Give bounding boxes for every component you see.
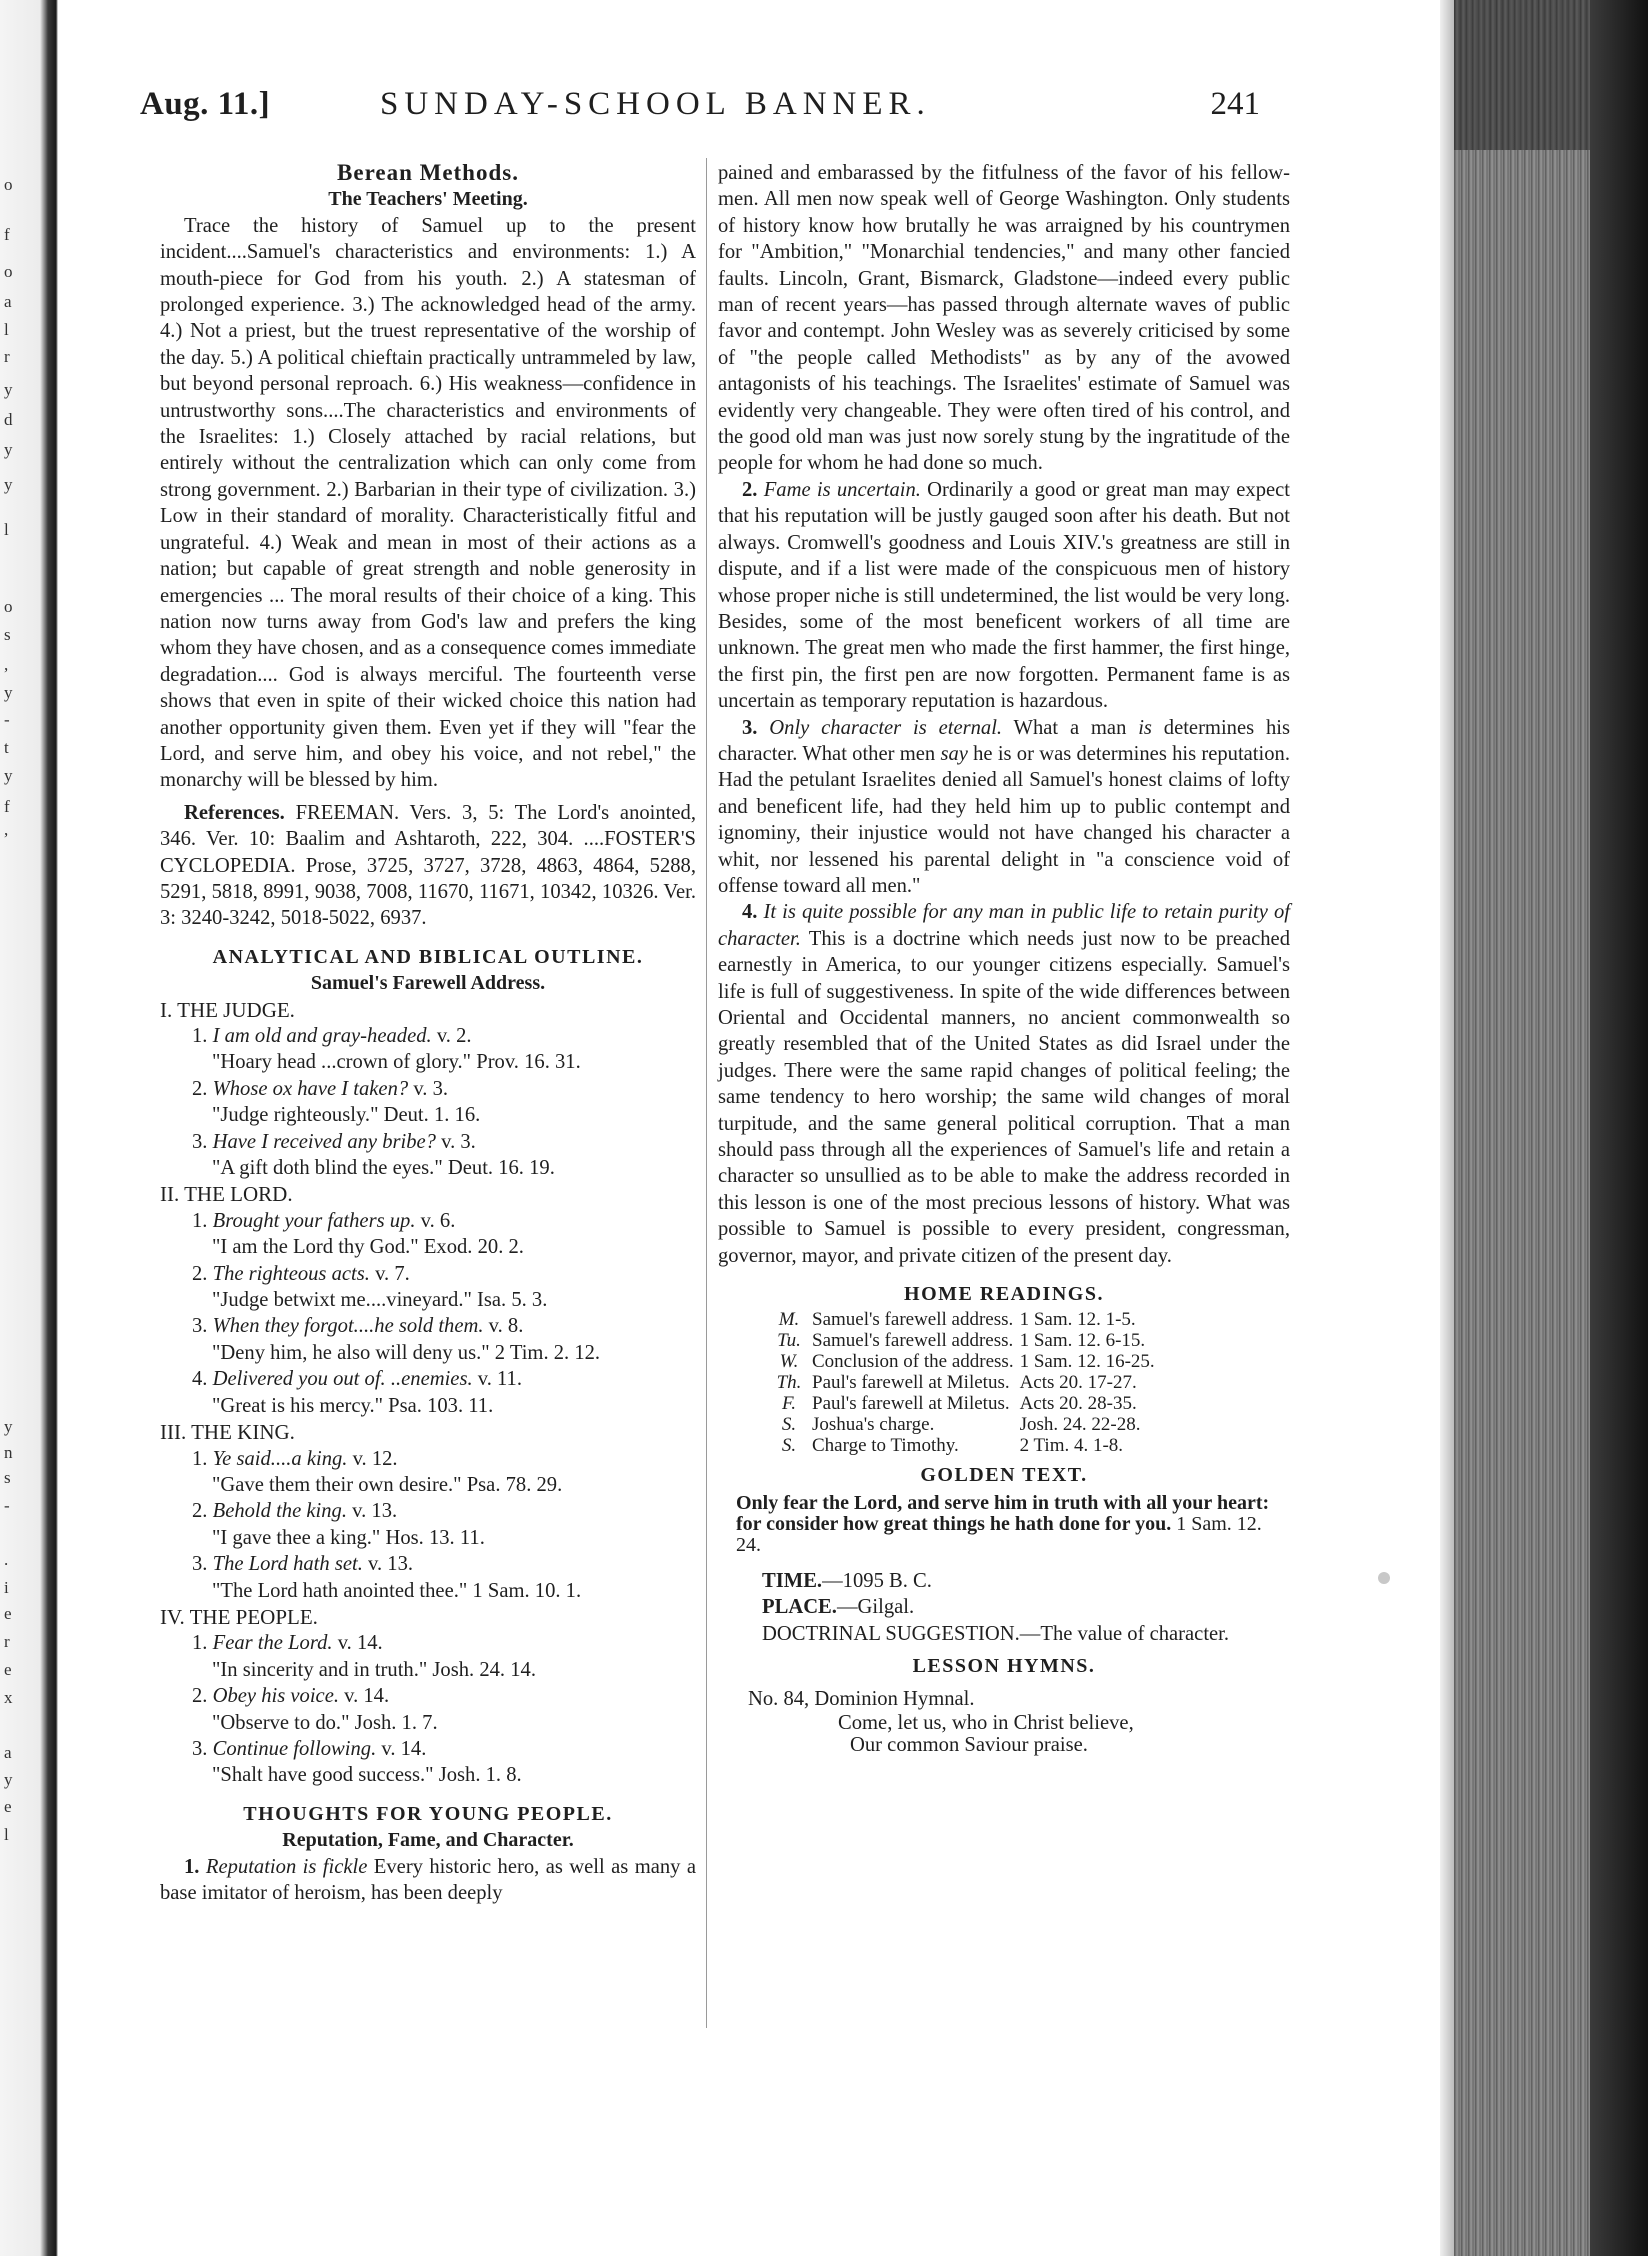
hymn-line: Come, let us, who in Christ believe,	[838, 1711, 1134, 1734]
gutter-letter: r	[4, 347, 10, 366]
gutter-letter: e	[4, 1660, 12, 1679]
continued-text: pained and embarassed by the fitfulness of the favor of his fellow-men. All men now speak well of George Washington. Only students of history know how brutally he was arraigned by his countrymen for "Ambition," "Monarchial tendencies," and many other fancied faults. Lincoln, Grant, Bismarck, Gladstone—indeed every public man of recent years—has passed through alternate waves of public favor and contempt. John Wesley was as severely criticised by some of "the people called Methodists" as by any of the avowed antagonists of his teachings. The Israelites' estimate of Samuel was evidently very changeable. They were often tired of his control, and the good old man was just now sorely stung by the ingratitude of the people for whom he had done so much.	[718, 162, 1290, 475]
outline-item	[160, 1023, 696, 1049]
outline-item-number: 1.	[192, 1025, 208, 1047]
outline-subtitle: Samuel's Farewell Address.	[310, 972, 546, 995]
reading-row	[772, 1414, 1161, 1435]
outline-item-verse: v. 11.	[472, 1368, 523, 1391]
gutter-letter: i	[4, 1578, 9, 1597]
left-column	[160, 160, 696, 1906]
outline-item-verse: v. 14.	[332, 1632, 383, 1655]
reading-day: F.	[782, 1393, 796, 1415]
time-label: TIME.	[762, 1569, 823, 1592]
gutter-letter: x	[4, 1688, 13, 1707]
outline-item-verse: v. 14.	[376, 1737, 427, 1760]
outline-quote: "I gave thee a king." Hos. 13. 11.	[212, 1526, 485, 1549]
point-three-paragraph	[718, 715, 1290, 900]
gutter-letter: e	[4, 1604, 12, 1623]
place-value: —Gilgal.	[836, 1596, 915, 1619]
gutter-letter: a	[4, 292, 12, 311]
outline-item-title: Have I received any bribe?	[212, 1130, 436, 1153]
outline-quote: "Great is his mercy." Psa. 103. 11.	[212, 1394, 494, 1417]
gutter-letter: d	[4, 410, 13, 429]
outline-heading: IV. THE PEOPLE.	[160, 1604, 318, 1629]
outline-item-title: Obey his voice.	[212, 1685, 339, 1708]
outline-item-number: 2.	[192, 1262, 208, 1285]
reading-row	[772, 1309, 1161, 1330]
outline-item-number: 3.	[192, 1315, 208, 1338]
doctrinal-value: —The value of character.	[1019, 1622, 1230, 1645]
reading-day: M.	[778, 1309, 800, 1331]
reading-title: Joshua's charge.	[812, 1414, 935, 1436]
outline-quote: "The Lord hath anointed thee." 1 Sam. 10. 1.	[212, 1579, 582, 1602]
outline-item-number: 2.	[192, 1685, 208, 1708]
reading-row	[772, 1393, 1161, 1414]
home-readings-title: HOME READINGS.	[904, 1283, 1104, 1306]
point-three-text-a: What a man	[1002, 716, 1139, 739]
gutter-letter: r	[4, 1632, 10, 1651]
golden-text-ref: 1 Sam. 12. 24.	[736, 1512, 1262, 1556]
outline-heading: III. THE KING.	[160, 1420, 295, 1445]
gutter-letter: a	[4, 1743, 12, 1762]
outline-item	[160, 1446, 696, 1472]
outline-quote: "Judge righteously." Deut. 1. 16.	[212, 1104, 481, 1127]
gutter-letter: y	[4, 1770, 13, 1789]
gutter-letter: y	[4, 440, 13, 459]
outline-item-verse: v. 14.	[338, 1685, 390, 1708]
doctrinal-label: DOCTRINAL SUGGESTION.	[762, 1622, 1020, 1645]
outline-item-title: Delivered you out of. ..enemies.	[212, 1368, 473, 1391]
reading-row	[772, 1372, 1161, 1393]
gutter-letter: -	[4, 710, 10, 729]
outline-item	[160, 1129, 696, 1155]
outline-item-verse: v. 3.	[408, 1077, 449, 1100]
outline-quote: "Gave them their own desire." Psa. 78. 29.	[212, 1473, 563, 1496]
reading-title: Charge to Timothy.	[812, 1435, 959, 1457]
outline-item	[160, 1736, 696, 1762]
reading-day: Tu.	[777, 1330, 801, 1352]
outline-item	[160, 1630, 696, 1656]
reading-ref: Acts 20. 28-35.	[1019, 1393, 1137, 1415]
reading-ref: 1 Sam. 12. 1-5.	[1019, 1309, 1136, 1331]
point-one-paragraph	[160, 1854, 696, 1907]
gutter-letter: s	[4, 625, 11, 644]
outline-item-verse: v. 3.	[435, 1130, 476, 1153]
book-edge-dark	[1590, 0, 1648, 2256]
place-line	[762, 1594, 1290, 1620]
gutter-letter: t	[4, 738, 9, 757]
outline-item-number: 3.	[192, 1737, 208, 1760]
gutter-letters	[4, 0, 24, 2256]
gutter-letter: l	[4, 1825, 9, 1844]
reading-day: W.	[779, 1351, 799, 1373]
point-three-number: 3.	[742, 716, 758, 739]
gutter-letter: .	[4, 1550, 9, 1569]
page-number: 241	[1210, 86, 1260, 122]
point-two-text: Ordinarily a good or great man may expect that his reputation will be justly gauged soon after his death. But not always. Cromwell's goodness and Louis XIV.'s greatness are still in dispute, and if a list were made of the conspicuous men of history whose proper niche is still undetermined, the list would be very long. Besides, some of the most beneficent workers of all time are unknown. The great men who made the first hammer, the first hinge, the first pin, the first pen are now forgotten. Permanent fame is as uncertain as temporary reputation is hazardous.	[718, 478, 1290, 713]
outline-item	[160, 1498, 696, 1524]
outline-quote: "Hoary head ...crown of glory." Prov. 16. 31.	[212, 1051, 581, 1074]
outline-item-verse: v. 13.	[347, 1500, 398, 1523]
outline-quote: "I am the Lord thy God." Exod. 20. 2.	[212, 1236, 524, 1259]
outline-quote: "Deny him, he also will deny us." 2 Tim. 2. 12.	[212, 1341, 601, 1364]
point-four-text: This is a doctrine which needs just now to be preached earnestly in America, to our younger citizens especially. Samuel's life is full of suggestiveness. In spite of the wide differences between Oriental and Occidental manners, no ancient commonwealth so greatly resembled that of the United States as did Israel under the judges. There were the same rapid changes of political feeling; the same tendency to hero worship; the same wild changes of moral turpitude, and the same general political corruption. That a man should pass through all the experiences of Samuel's life and retain a character so unsullied as to be able to make the address recorded in this lesson is one of the most precious lessons of history. What was possible to Samuel is possible to every president, congressman, governor, mayor, and private citizen of the present day.	[718, 927, 1290, 1267]
column-rule	[706, 158, 707, 2028]
point-one-number: 1.	[184, 1855, 200, 1878]
gutter-letter: o	[4, 597, 13, 616]
point-two-paragraph	[718, 477, 1290, 715]
gutter-letter: -	[4, 1496, 10, 1515]
reading-ref: 1 Sam. 12. 16-25.	[1019, 1351, 1155, 1373]
thoughts-title: THOUGHTS FOR YOUNG PEOPLE.	[243, 1802, 613, 1825]
outline-quote: "Shalt have good success." Josh. 1. 8.	[212, 1764, 522, 1787]
outline-heading: I. THE JUDGE.	[160, 997, 295, 1022]
outline-item-verse: v. 8.	[483, 1315, 524, 1338]
gutter-letter: ,	[4, 820, 9, 839]
reading-ref: Acts 20. 17-27.	[1019, 1372, 1137, 1394]
gutter-letter: o	[4, 175, 13, 194]
golden-text-body: Only fear the Lord, and serve him in truth with all your heart: for consider how great things he hath done for you.	[736, 1491, 1270, 1535]
reading-day: S.	[781, 1414, 797, 1436]
outline-item-verse: v. 7.	[369, 1262, 410, 1285]
outline-item	[160, 1076, 696, 1102]
outline-item-title: Brought your fathers up.	[212, 1209, 416, 1232]
outline-item-number: 2.	[192, 1077, 208, 1100]
outline-title: ANALYTICAL AND BIBLICAL OUTLINE.	[212, 945, 644, 968]
reading-row	[772, 1330, 1161, 1351]
outline-item-verse: v. 2.	[431, 1025, 472, 1047]
point-one-text: Every historic hero, as well as many a base imitator of heroism, has been deeply	[160, 1855, 696, 1904]
outline-item-title: I am old and gray-headed.	[212, 1025, 432, 1047]
outline-quote: "Observe to do." Josh. 1. 7.	[212, 1711, 438, 1734]
outline-item-number: 2.	[192, 1500, 208, 1523]
hymn-number: No. 84, Dominion Hymnal.	[748, 1687, 975, 1710]
golden-text	[736, 1493, 1290, 1556]
outline-item	[160, 1208, 696, 1234]
right-column	[718, 160, 1290, 1756]
reading-title: Paul's farewell at Miletus.	[812, 1393, 1010, 1415]
reading-ref: 2 Tim. 4. 1-8.	[1019, 1435, 1124, 1457]
outline-item-verse: v. 6.	[415, 1209, 456, 1232]
outline-item-number: 4.	[192, 1368, 208, 1391]
references-text: FREEMAN. Vers. 3, 5: The Lord's anointed, 346. Ver. 10: Baalim and Ashtaroth, 222, 304. ....FOSTER'S CYCLOPEDIA. Prose, 3725, 3727, 3728, 4863, 4864, 5288, 5291, 5818, 8991, 9038, 7008, 11670, 11671, 10342, 10326. Ver. 3: 3240-3242, 5018-5022, 6937.	[160, 801, 696, 930]
outline-item-title: Continue following.	[212, 1737, 377, 1760]
outline-item-number: 1.	[192, 1209, 208, 1232]
subsection-title-meeting: The Teachers' Meeting.	[328, 188, 528, 211]
gutter-letter: l	[4, 520, 9, 539]
point-three-emph-is: is	[1138, 716, 1152, 739]
outline-item-verse: v. 12.	[347, 1447, 398, 1470]
biblical-outline	[160, 997, 696, 1789]
outline-item-verse: v. 13.	[362, 1553, 414, 1576]
point-three-text-b: determines his character. What other men	[718, 716, 1290, 765]
point-three-emph-say: say	[940, 742, 968, 765]
running-head	[140, 86, 1260, 136]
time-line	[762, 1568, 1290, 1594]
lesson-hymns-title: LESSON HYMNS.	[912, 1655, 1096, 1678]
gutter-letter: l	[4, 320, 9, 339]
reading-ref: Josh. 24. 22-28.	[1019, 1414, 1141, 1436]
thoughts-subtitle: Reputation, Fame, and Character.	[282, 1829, 574, 1852]
point-three-heading: Only character is eternal.	[769, 716, 1003, 739]
point-four-heading: It is quite possible for any man in public life to retain purity of character.	[718, 901, 1290, 950]
outline-item-title: The righteous acts.	[212, 1262, 370, 1285]
reading-title: Paul's farewell at Miletus.	[812, 1372, 1010, 1394]
outline-item	[160, 1261, 696, 1287]
outline-item	[160, 1683, 696, 1709]
home-readings-table	[772, 1309, 1161, 1456]
reading-day: S.	[781, 1435, 797, 1457]
reading-title: Conclusion of the address.	[812, 1351, 1014, 1373]
gutter-letter: ,	[4, 655, 9, 674]
outline-item-number: 1.	[192, 1447, 208, 1470]
doctrinal-line	[762, 1621, 1290, 1647]
reading-row	[772, 1351, 1161, 1372]
outline-item	[160, 1313, 696, 1339]
gutter-letter: y	[4, 475, 13, 494]
outline-item-title: Whose ox have I taken?	[212, 1077, 409, 1100]
reading-ref: 1 Sam. 12. 6-15.	[1019, 1330, 1146, 1352]
outline-item-title: Fear the Lord.	[212, 1632, 333, 1655]
point-three-text-c: he is or was determines his reputation. Had the petulant Israelites denied all Samuel's honest claims of lofty and beneficent life, had they held him up to public contempt and ignominy, their injustice would not have changed his character a whit, nor lessened his parental delight in "a conscience void of offense toward all men."	[718, 742, 1290, 897]
teachers-meeting-text: Trace the history of Samuel up to the present incident....Samuel's characteristics and environments: 1.) A mouth-piece for God from his youth. 2.) A statesman of prolonged experience. 3.) The acknowledged head of the army. 4.) Not a priest, but the truest representative of the worship of the day. 5.) A political chieftain practically untrammeled by law, but beyond personal reproach. 6.) His weakness—confidence in untrustworthy sons....The characteristics and environments of the Israelites: 1.) Closely attached by racial relations, but entirely without the centralization which can only come from strong government. 2.) Barbarian in their type of civilization. 3.) Low in their standard of morality. Characteristically fitful and ungrateful. 4.) Weak and mean in most of their actions as a nation; but capable of great strength and noble generosity in emergencies ... The moral results of their choice of a king. This nation now turns away from God's law and prefers the king whom they have chosen, and as a consequence comes immediate degradation.... God is always merciful. The fourteenth verse shows that even in spite of their wicked choice this nation had another opportunity given them. Even yet if they will "fear the Lord, and serve him, and obey his voice, and not rebel," the monarchy will be blessed by him.	[160, 214, 696, 792]
outline-item-title: The Lord hath set.	[212, 1553, 363, 1576]
reading-title: Samuel's farewell address.	[812, 1309, 1014, 1331]
outline-item	[160, 1366, 696, 1392]
gutter-letter: s	[4, 1468, 11, 1487]
reading-day: Th.	[776, 1372, 802, 1394]
gutter-letter: y	[4, 380, 13, 399]
outline-quote: "Judge betwixt me....vineyard." Isa. 5. 3.	[212, 1289, 548, 1312]
section-title-berean: Berean Methods.	[337, 160, 519, 185]
issue-date: Aug. 11.]	[140, 86, 271, 122]
hymn-line: Our common Saviour praise.	[850, 1733, 1088, 1756]
outline-item-title: Behold the king.	[212, 1500, 348, 1523]
page-speck	[1378, 1572, 1390, 1584]
gutter-letter: y	[4, 683, 13, 702]
gutter-letter: e	[4, 1797, 12, 1816]
outline-item-number: 1.	[192, 1632, 208, 1655]
reading-row	[772, 1435, 1161, 1456]
time-value: —1095 B. C.	[822, 1569, 932, 1592]
journal-title: SUNDAY-SCHOOL BANNER.	[380, 86, 931, 122]
references-paragraph	[160, 800, 696, 932]
gutter-letter: y	[4, 1417, 13, 1436]
outline-quote: "A gift doth blind the eyes." Deut. 16. 19.	[212, 1157, 555, 1180]
outline-quote: "In sincerity and in truth." Josh. 24. 14.	[212, 1658, 536, 1681]
outline-heading: II. THE LORD.	[160, 1182, 293, 1207]
point-four-number: 4.	[742, 901, 758, 924]
gutter-letter: f	[4, 797, 10, 816]
place-label: PLACE.	[762, 1596, 837, 1619]
gutter-letter: o	[4, 262, 13, 281]
gutter-letter: f	[4, 225, 10, 244]
outline-item-number: 3.	[192, 1130, 208, 1153]
gutter-letter: y	[4, 766, 13, 785]
point-four-paragraph	[718, 899, 1290, 1269]
book-edge-shadow	[1454, 0, 1590, 150]
outline-item-title: When they forgot....he sold them.	[212, 1315, 484, 1338]
references-label: References.	[184, 801, 285, 824]
outline-item-number: 3.	[192, 1553, 208, 1576]
golden-text-title: GOLDEN TEXT.	[920, 1464, 1088, 1487]
outline-item	[160, 1551, 696, 1577]
reading-title: Samuel's farewell address.	[812, 1330, 1014, 1352]
point-one-heading: Reputation is fickle	[205, 1855, 368, 1878]
outline-item-title: Ye said....a king.	[212, 1447, 348, 1470]
gutter-letter: n	[4, 1443, 13, 1462]
point-two-heading: Fame is uncertain.	[763, 478, 921, 501]
point-two-number: 2.	[742, 478, 758, 501]
